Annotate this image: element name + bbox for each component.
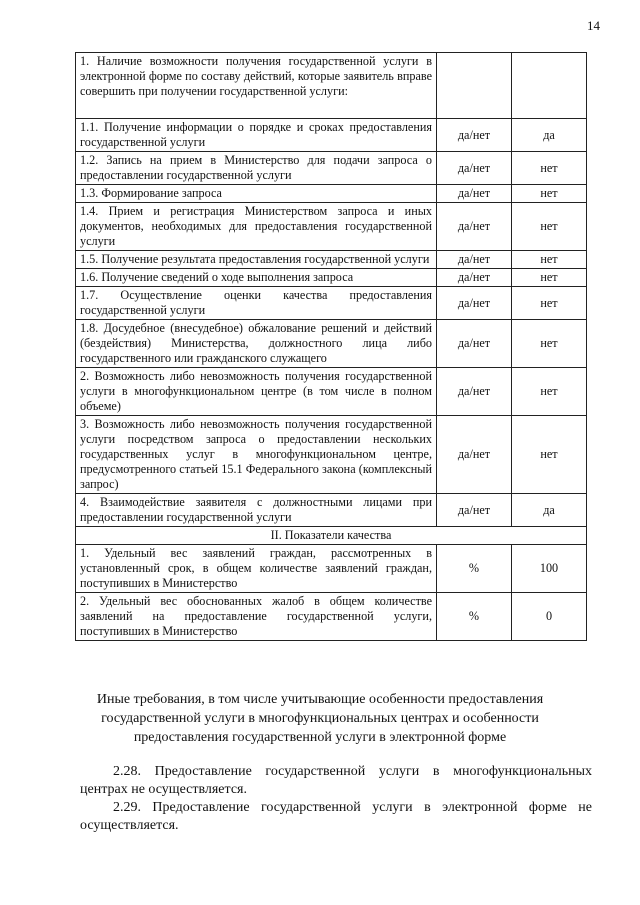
row-unit: да/нет <box>437 119 512 152</box>
row-value: 0 <box>512 593 587 641</box>
row-unit: да/нет <box>437 494 512 527</box>
row-label: 1. Наличие возможности получения государственной услуги в электронной форме по составу действий, которые заявитель вправе совершить при получении государственной услуги: <box>76 53 437 119</box>
row-label: 1.7. Осуществление оценки качества предоставления государственной услуги <box>76 287 437 320</box>
row-value: нет <box>512 185 587 203</box>
table-row <box>76 320 587 368</box>
section-title: II. Показатели качества <box>76 527 587 545</box>
row-label: 1.5. Получение результата предоставления государственной услуги <box>76 251 437 269</box>
row-value: нет <box>512 368 587 416</box>
row-value: да <box>512 119 587 152</box>
row-unit: да/нет <box>437 320 512 368</box>
table-row <box>76 119 587 152</box>
row-value: нет <box>512 287 587 320</box>
table-row <box>76 269 587 287</box>
row-value: нет <box>512 269 587 287</box>
table-row <box>76 152 587 185</box>
row-label: 2. Возможность либо невозможность получения государственной услуги в многофункциональном центре (в том числе в полном объеме) <box>76 368 437 416</box>
row-label: 4. Взаимодействие заявителя с должностными лицами при предоставлении государственной услуги <box>76 494 437 527</box>
row-unit: да/нет <box>437 416 512 494</box>
row-unit: да/нет <box>437 185 512 203</box>
row-unit: да/нет <box>437 287 512 320</box>
indicators-table <box>75 52 587 641</box>
row-value: нет <box>512 152 587 185</box>
section-heading: Иные требования, в том числе учитывающие особенности предоставления государственной услуги в многофункциональных центрах и особенности предоставления государственной услуги в электронной форме <box>96 692 544 745</box>
row-label: 3. Возможность либо невозможность получения государственной услуги посредством запроса о предоставлении нескольких государственных услуг в многофункциональном центре, предусмотренного статьей 15.1 Федерального закона (комплексный запрос) <box>76 416 437 494</box>
section-header-row <box>76 527 587 545</box>
row-unit: % <box>437 545 512 593</box>
row-value <box>512 53 587 119</box>
table-row <box>76 416 587 494</box>
row-label: 2. Удельный вес обоснованных жалоб в общем количестве заявлений на предоставление государственной услуги, поступивших в Министерство <box>76 593 437 641</box>
row-label: 1.1. Получение информации о порядке и сроках предоставления государственной услуги <box>76 119 437 152</box>
table-row <box>76 545 587 593</box>
row-unit: да/нет <box>437 203 512 251</box>
row-label: 1.8. Досудебное (внесудебное) обжалование решений и действий (бездействия) Министерства, должностного лица либо государственного или гражданского служащего <box>76 320 437 368</box>
paragraph-2-29: 2.29. Предоставление государственной услуги в электронной форме не осуществляется. <box>80 800 592 833</box>
row-value: нет <box>512 203 587 251</box>
table-row <box>76 53 587 119</box>
row-unit: % <box>437 593 512 641</box>
table-row <box>76 287 587 320</box>
row-value: да <box>512 494 587 527</box>
row-value: нет <box>512 251 587 269</box>
row-value: 100 <box>512 545 587 593</box>
row-unit: да/нет <box>437 152 512 185</box>
table-row <box>76 593 587 641</box>
table-row <box>76 251 587 269</box>
row-unit: да/нет <box>437 368 512 416</box>
row-unit: да/нет <box>437 269 512 287</box>
row-label: 1.2. Запись на прием в Министерство для подачи запроса о предоставлении государственной услуги <box>76 152 437 185</box>
row-value: нет <box>512 320 587 368</box>
row-label: 1.3. Формирование запроса <box>76 185 437 203</box>
row-value: нет <box>512 416 587 494</box>
page-number: 14 <box>587 18 600 33</box>
table-row <box>76 203 587 251</box>
row-unit <box>437 53 512 119</box>
row-label: 1. Удельный вес заявлений граждан, рассмотренных в установленный срок, в общем количестве заявлений граждан, поступивших в Министерство <box>76 545 437 593</box>
paragraph-2-28: 2.28. Предоставление государственной услуги в многофункциональных центрах не осуществляется. <box>80 764 592 797</box>
row-label: 1.6. Получение сведений о ходе выполнения запроса <box>76 269 437 287</box>
row-label: 1.4. Прием и регистрация Министерством запроса и иных документов, необходимых для предоставления государственной услуги <box>76 203 437 251</box>
row-unit: да/нет <box>437 251 512 269</box>
table-row <box>76 185 587 203</box>
table-row <box>76 494 587 527</box>
indicators-table-body <box>76 53 587 641</box>
table-row <box>76 368 587 416</box>
